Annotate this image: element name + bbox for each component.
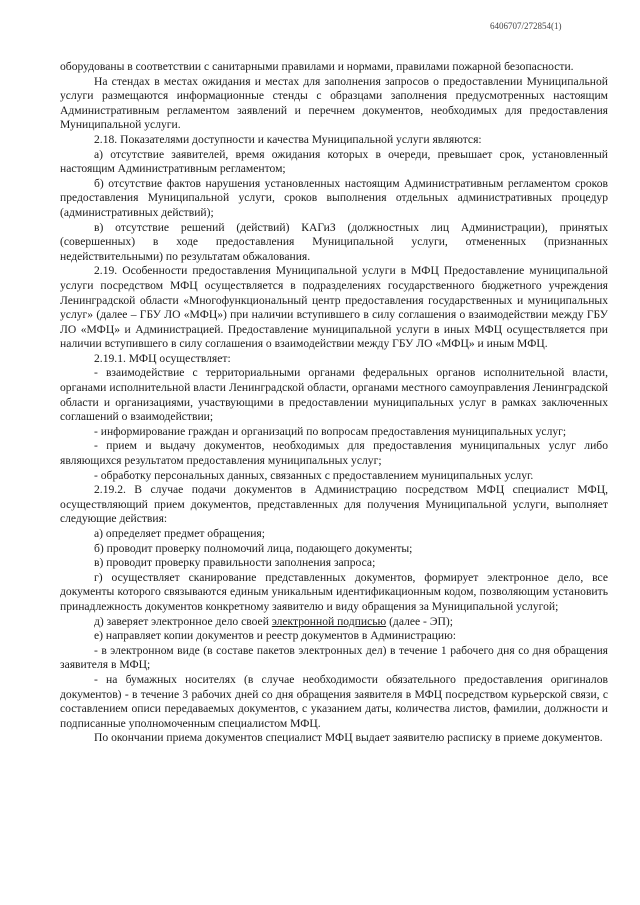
section-2-18-heading: 2.18. Показателями доступности и качества Муниципальной услуги являются: xyxy=(94,132,482,146)
list-item: - взаимодействие с территориальными органами федеральных органов исполнительной власти, органами исполнительной власти Ленинградской области, органами местного самоуправления Ленинградской области и организациями, участвующими в предоставлении муниципальных услуг в рамках заключенных соглашений о взаимодействии; xyxy=(60,366,608,424)
list-item-g: г) осуществляет сканирование представленных документов, формирует электронное дело, все документы которого связываются единым уникальным идентификационным кодом, позволяющим установить принадлежность документов конкретному заявителю и виду обращения за Муниципальной услугой; xyxy=(60,570,608,613)
list-item-e: е) направляет копии документов и реестр документов в Администрацию: xyxy=(94,629,457,643)
section-2-19-1-heading: 2.19.1. МФЦ осуществляет: xyxy=(94,351,231,365)
list-item-a: а) определяет предмет обращения; xyxy=(94,527,265,540)
list-item-b: б) отсутствие фактов нарушения установленных настоящим Административным регламентом сроков предоставления Муниципальной услуги, сроков выполнения отдельных административных процедур (административных действий); xyxy=(60,176,608,219)
paragraph: оборудованы в соответствии с санитарными правилами и нормами, правилами пожарной безопасности. xyxy=(60,60,574,73)
list-item-a: а) отсутствие заявителей, время ожидания которых в очереди, превышает срок, установленный настоящим Административным регламентом; xyxy=(60,147,608,176)
document-id: 6406707/272854(1) xyxy=(490,21,562,31)
list-item-d-text-after: (далее - ЭП); xyxy=(386,614,453,628)
list-item: - информирование граждан и организаций по вопросам предоставления муниципальных услуг; xyxy=(94,424,567,438)
list-item-b: б) проводит проверку полномочий лица, подающего документы; xyxy=(94,541,413,555)
list-item-d xyxy=(60,615,608,630)
electronic-signature-link[interactable]: электронной подписью xyxy=(271,614,387,628)
list-item: - на бумажных носителях (в случае необходимости обязательного предоставления оригиналов документов) - в течение 3 рабочих дней со дня обращения заявителя в МФЦ посредством курьерской связи, с составлением описи передаваемых документов, с указанием даты, количества листов, фамилии, должности и подписанные уполномоченным специалистом МФЦ. xyxy=(60,672,608,730)
section-2-19: 2.19. Особенности предоставления Муниципальной услуги в МФЦ Предоставление муниципальной услуги посредством МФЦ осуществляется в подразделениях государственного бюджетного учреждения Ленинградской области «Многофункциональный центр предоставления государственных и муниципальных услуг» (далее – ГБУ ЛО «МФЦ») при наличии вступившего в силу соглашения о взаимодействии между ГБУ ЛО «МФЦ» и Администрацией. Предоставление муниципальной услуги в иных МФЦ осуществляется при наличии вступившего в силу соглашения о взаимодействии между ГБУ ЛО «МФЦ» и иным МФЦ. xyxy=(60,264,608,351)
list-item: - обработку персональных данных, связанных с предоставлением муниципальных услуг. xyxy=(94,468,534,482)
closing-paragraph: По окончании приема документов специалист МФЦ выдает заявителю расписку в приеме документов. xyxy=(94,731,603,745)
document-page xyxy=(60,60,608,746)
list-item: - в электронном виде (в составе пакетов электронных дел) в течение 1 рабочего дня со дня обращения заявителя в МФЦ; xyxy=(60,643,608,672)
section-2-19-2: 2.19.2. В случае подачи документов в Администрацию посредством МФЦ специалист МФЦ, осуществляющий прием документов, представленных для получения Муниципальной услуги, выполняет следующие действия: xyxy=(60,483,608,526)
list-item-v: в) отсутствие решений (действий) КАГиЗ (должностных лиц Администрации), принятых (совершенных) в ходе предоставления Муниципальной услуги, отмененных (признанных недействительными) по результатам обжалования. xyxy=(60,220,608,263)
list-item-d-text-before: д) заверяет электронное дело своей xyxy=(94,614,272,628)
list-item: - прием и выдачу документов, необходимых для предоставления муниципальных услуг либо являющихся результатом предоставления муниципальных услуг; xyxy=(60,439,608,468)
paragraph: На стендах в местах ожидания и местах для заполнения запросов о предоставлении Муниципальной услуги размещаются информационные стенды с образцами заполнения предусмотренных настоящим Административным регламентом заявлений и перечнем документов, необходимых для предоставления Муниципальной услуги. xyxy=(60,74,608,132)
list-item-v: в) проводит проверку правильности заполнения запроса; xyxy=(94,556,376,570)
